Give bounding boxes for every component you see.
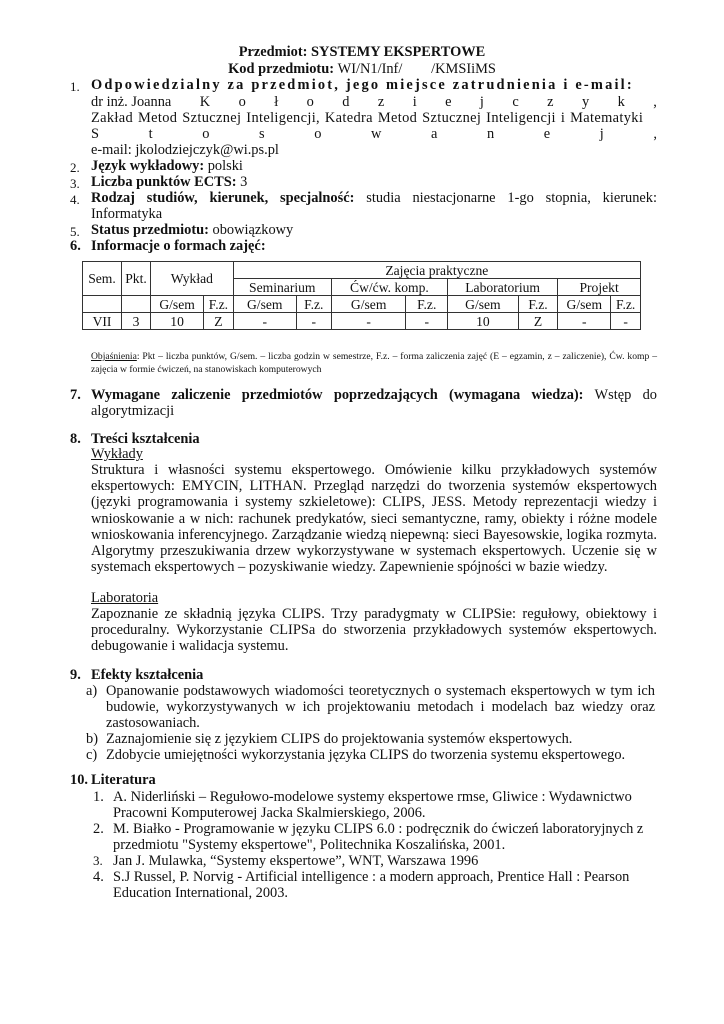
- section-3-number: 3.: [70, 176, 80, 191]
- subheader-fz: F.z.: [204, 296, 234, 313]
- outcome-marker: b): [86, 731, 98, 747]
- place-letter: S: [91, 126, 100, 142]
- header-seminarium: Seminarium: [233, 279, 331, 296]
- surname-letter: z: [547, 94, 554, 110]
- surname-letter: o: [306, 94, 314, 110]
- labs-heading: Laboratoria: [91, 590, 159, 606]
- table-cell: 10: [151, 313, 204, 330]
- section-6-number: 6.: [70, 238, 81, 254]
- code-label: Kod przedmiotu:: [228, 61, 338, 77]
- labs-text: Zapoznanie ze składnią języka CLIPS. Trzy paradygmaty w CLIPSie: regułowy, obiektowy i proceduralny. Wykorzystanie CLIPSa do stworzenia przykładowych systemów ekspertowych. debugowanie i walidacja systemu.: [91, 606, 657, 655]
- literature-marker: 1.: [93, 789, 104, 805]
- table-row: [83, 313, 641, 330]
- ects-label: Liczba punktów ECTS:: [91, 174, 237, 190]
- section-4-wrap: [91, 190, 657, 222]
- subheader-gsem: G/sem: [233, 296, 296, 313]
- header-cw: Ćw/ćw. komp.: [331, 279, 447, 296]
- literature-item: S.J Russel, P. Norvig - Artificial intelligence : a modern approach, Prentice Hall : Pearson Education International, 2003.: [113, 869, 630, 902]
- ects-value: 3: [236, 174, 248, 190]
- subheader-fz: F.z.: [406, 296, 448, 313]
- language-label: Język wykładowy:: [91, 158, 205, 174]
- literature-marker: 4.: [93, 869, 104, 885]
- section-2-number: 2.: [70, 160, 80, 175]
- section-8-number: 8.: [70, 431, 81, 447]
- outcome-marker: c): [86, 747, 98, 763]
- code-value: WI/N1/Inf/ /KMSIiMS: [337, 61, 496, 77]
- header-practical: Zajęcia praktyczne: [233, 262, 640, 279]
- section-7-text: [91, 387, 657, 419]
- surname-letter: k: [617, 94, 625, 110]
- section-10-number: 10.: [70, 772, 88, 788]
- prerequisites-label: Wymagane zaliczenie przedmiotów poprzedzających (wymagana wiedza):: [91, 387, 584, 403]
- place-letter: j: [599, 126, 604, 142]
- status-value: obowiązkowy: [208, 222, 294, 238]
- blank-cell: [83, 296, 122, 313]
- outcome-item: Zaznajomienie się z językiem CLIPS do projektowania systemów ekspertowych.: [106, 731, 573, 747]
- literature-marker: 3.: [93, 853, 103, 868]
- subheader-gsem: G/sem: [331, 296, 406, 313]
- table-cell: -: [558, 313, 611, 330]
- department-line: Zakład Metod Sztucznej Inteligencji, Katedra Metod Sztucznej Inteligencji i Matematyki: [91, 110, 644, 126]
- section-10-title: Literatura: [91, 772, 156, 788]
- surname-letter: ł: [274, 94, 279, 110]
- table-cell: -: [331, 313, 406, 330]
- subheader-fz: F.z.: [296, 296, 331, 313]
- lectures-heading: Wykłady: [91, 446, 143, 462]
- place-letter: o: [202, 126, 210, 142]
- language-value: polski: [204, 158, 243, 174]
- department-place: [91, 126, 657, 142]
- subheader-gsem: G/sem: [447, 296, 518, 313]
- outcome-item: Opanowanie podstawowych wiadomości teoretycznych o systemach ekspertowych w tym ich budowie, wykorzystywanych w ich projektowaniu metodach i modelach baz wiedzy oraz zastosowaniach.: [106, 683, 655, 732]
- responsible-person: [91, 94, 657, 110]
- person-prefix: dr inż. Joanna: [91, 94, 172, 110]
- table-cell: Z: [518, 313, 557, 330]
- status-label: Status przedmiotu:: [91, 222, 209, 238]
- section-7-number: 7.: [70, 387, 81, 403]
- table-cell: 10: [447, 313, 518, 330]
- table-cell: VII: [83, 313, 122, 330]
- subject-code: [0, 61, 724, 77]
- table-cell: -: [611, 313, 641, 330]
- surname-letter: e: [445, 94, 452, 110]
- section-3-line: [91, 174, 247, 190]
- subject-name: SYSTEMY EKSPERTOWE: [311, 44, 486, 60]
- section-5-line: [91, 222, 293, 238]
- classes-table: [82, 261, 641, 330]
- study-type-label-spacer: Rodzaj studiów, kierunek, specjalność:: [91, 190, 355, 206]
- header-sem: Sem.: [83, 262, 122, 296]
- section-5-number: 5.: [70, 224, 80, 239]
- subheader-fz: F.z.: [518, 296, 557, 313]
- table-legend: [91, 350, 657, 376]
- surname-letter: c: [512, 94, 519, 110]
- table-cell: 3: [122, 313, 151, 330]
- subject-title: [0, 44, 724, 60]
- section-9-number: 9.: [70, 667, 81, 683]
- section-6-title: Informacje o formach zajęć:: [91, 238, 266, 254]
- header-laboratorium: Laboratorium: [447, 279, 557, 296]
- literature-item: Jan J. Mulawka, “Systemy ekspertowe”, WNT, Warszawa 1996: [113, 853, 479, 869]
- place-letter: o: [314, 126, 322, 142]
- place-letter: t: [148, 126, 153, 142]
- subheader-gsem: G/sem: [558, 296, 611, 313]
- surname-letter: j: [479, 94, 484, 110]
- surname-letter: K: [199, 94, 211, 110]
- header-pkt: Pkt.: [122, 262, 151, 296]
- place-letter: w: [371, 126, 382, 142]
- place-letter: ,: [653, 126, 657, 142]
- contact-email: e-mail: jkolodziejczyk@wi.ps.pl: [91, 142, 279, 158]
- literature-item: M. Białko - Programowanie w języku CLIPS 6.0 : podręcznik do ćwiczeń laboratoryjnych z przedmiotu "Systemy ekspertowe", Politechnika Koszalińska, 2001.: [113, 821, 644, 854]
- outcome-item: Zdobycie umiejętności wykorzystania języka CLIPS do tworzenia systemu ekspertowego.: [106, 747, 626, 763]
- table-cell: Z: [204, 313, 234, 330]
- literature-marker: 2.: [93, 821, 104, 837]
- surname-letter: o: [238, 94, 246, 110]
- section-4-number: 4.: [70, 192, 80, 207]
- section-8-title: Treści kształcenia: [91, 431, 200, 447]
- subject-label: Przedmiot:: [238, 44, 312, 60]
- section-1-title: Odpowiedzialny za przedmiot, jego miejsce zatrudnienia i e-mail:: [91, 77, 634, 93]
- section-2-line: [91, 158, 243, 174]
- place-letter: n: [486, 126, 495, 142]
- section-9-title: Efekty kształcenia: [91, 667, 204, 683]
- subheader-fz: F.z.: [611, 296, 641, 313]
- table-cell: -: [406, 313, 448, 330]
- surname-letter: d: [342, 94, 350, 110]
- surname-letter: y: [581, 94, 590, 110]
- table-cell: -: [233, 313, 296, 330]
- place-letter: e: [543, 126, 551, 142]
- blank-cell: [122, 296, 151, 313]
- outcome-marker: a): [86, 683, 98, 699]
- prerequisites-value: Wstęp do algorytmizacji: [91, 387, 657, 420]
- subheader-gsem: G/sem: [151, 296, 204, 313]
- place-letter: a: [431, 126, 438, 142]
- study-type-value-spacer: studia niestacjonarne 1-go stopnia, kierunek: Informatyka: [91, 190, 657, 222]
- table-cell: -: [296, 313, 331, 330]
- place-letter: s: [259, 126, 265, 142]
- surname-letter: i: [412, 94, 417, 110]
- legend-label: Objaśnienia: [91, 351, 137, 362]
- legend-text: : Pkt – liczba punktów, G/sem. – liczba godzin w semestrze, F.z. – forma zaliczenia zajęć (E – egzamin, z – zaliczenie), Ćw. komp – zajęcia w formie ćwiczeń, na stanowiskach komputerowych: [91, 351, 657, 375]
- surname-letter: z: [377, 94, 385, 110]
- surname-letter: ,: [653, 94, 657, 110]
- section-1-number: 1.: [70, 79, 80, 94]
- literature-item: A. Niderliński – Regułowo-modelowe systemy ekspertowe rmse, Gliwice : Wydawnictwo Pracowni Komputerowej Jacka Skalmierskiego, 2006.: [113, 789, 632, 822]
- header-wyklad: Wykład: [151, 262, 234, 296]
- lectures-text: Struktura i własności systemu ekspertowego. Omówienie kilku przykładowych systemów ekspertowych: EMYCIN, LITHAN. Przegląd narzędzi do tworzenia systemów ekspertowych (języki programowania i systemy szkieletowe): CLIPS, JESS. Metody reprezentacji wiedzy i wnioskowanie a w nich: rachunek predykatów, sieci semantyczne, ramy, obiekty i różne modele wnioskowania inferencyjnego. Zarządzanie wiedzą niepewną: sieci Bayesowskie, logika rozmyta. Algorytmy przeszukiwania drzew wykorzystywane w systemach ekspertowych. Uczenie się w systemach ekspertowych – pozyskiwanie wiedzy. Zapewnienie spójności w bazie wiedzy.: [91, 462, 657, 576]
- header-projekt: Projekt: [558, 279, 641, 296]
